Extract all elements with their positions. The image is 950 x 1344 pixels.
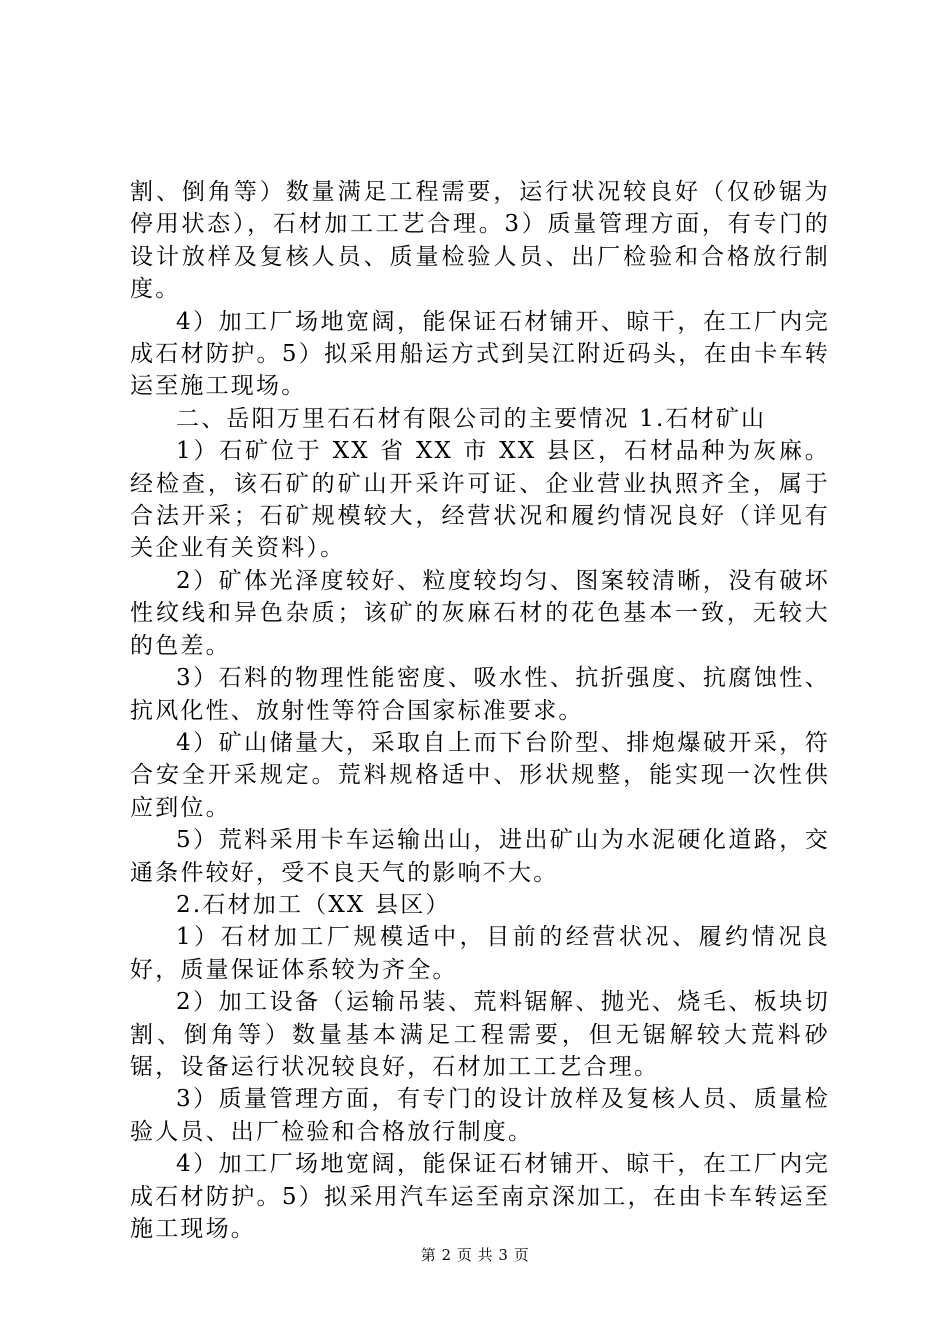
section-heading: 二、岳阳万里石石材有限公司的主要情况 1.石材矿山 (176, 405, 767, 432)
paragraph: 割、倒角等）数量满足工程需要，运行状况较良好（仅砂锯为停用状态），石材加工工艺合理。3）质量管理方面，有专门的设计放样及复核人员、质量检验人员、出厂检验和合格放行制度。 (130, 179, 830, 303)
document-body (130, 176, 830, 1245)
paragraph: 1）石矿位于 XX 省 XX 市 XX 县区，石材品种为灰麻。经检查，该石矿的矿山开采许可证、企业营业执照齐全，属于合法开采；石矿规模较大，经营状况和履约情况良好（详见有关企业有关资料）。 (130, 438, 830, 562)
paragraph: 3）石料的物理性能密度、吸水性、抗折强度、抗腐蚀性、抗风化性、放射性等符合国家标准要求。 (130, 665, 830, 724)
paragraph: 1）石材加工厂规模适中，目前的经营状况、履约情况良好，质量保证体系较为齐全。 (130, 924, 830, 983)
page-number-footer: 第 2 页 共 3 页 (420, 1246, 530, 1264)
paragraph: 4）加工厂场地宽阔，能保证石材铺开、晾干，在工厂内完成石材防护。5）拟采用汽车运至南京深加工，在由卡车转运至施工现场。 (130, 1151, 830, 1242)
subsection-heading: 2.石材加工（XX 县区） (176, 891, 451, 918)
paragraph: 2）矿体光泽度较好、粒度较均匀、图案较清晰，没有破坏性纹线和异色杂质；该矿的灰麻石材的花色基本一致，无较大的色差。 (130, 567, 830, 659)
paragraph: 5）荒料采用卡车运输出山，进出矿山为水泥硬化道路，交通条件较好，受不良天气的影响不大。 (130, 827, 830, 886)
paragraph: 2）加工设备（运输吊装、荒料锯解、抛光、烧毛、板块切割、倒角等）数量基本满足工程需要，但无锯解较大荒料砂锯，设备运行状况较良好，石材加工工艺合理。 (130, 989, 830, 1080)
paragraph: 3）质量管理方面，有专门的设计放样及复核人员、质量检验人员、出厂检验和合格放行制度。 (130, 1086, 830, 1145)
paragraph: 4）矿山储量大，采取自上而下台阶型、排炮爆破开采，符合安全开采规定。荒料规格适中、形状规整，能实现一次性供应到位。 (130, 729, 830, 821)
paragraph: 4）加工厂场地宽阔，能保证石材铺开、晾干，在工厂内完成石材防护。5）拟采用船运方式到吴江附近码头，在由卡车转运至施工现场。 (130, 308, 830, 400)
